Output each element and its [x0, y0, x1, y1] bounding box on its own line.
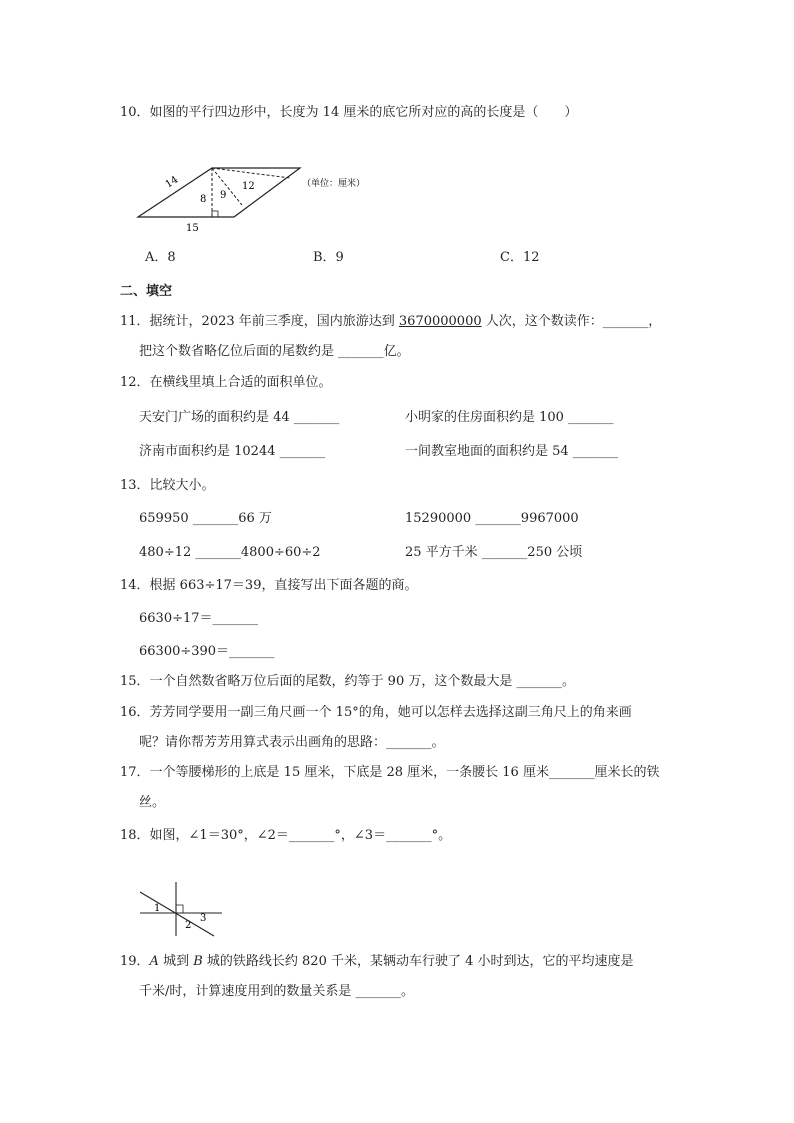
question-15-text: 15．一个自然数省略万位后面的尾数，约等于 90 万，这个数最大是 _______。 — [120, 674, 575, 689]
label-15: 15 — [186, 223, 199, 234]
section-title: 二、填空 — [120, 284, 173, 299]
angle-label-3: 3 — [200, 913, 207, 924]
label-12: 12 — [242, 181, 255, 192]
option-a: A．8 — [145, 250, 176, 265]
option-b: B．9 — [313, 250, 344, 265]
q13-item: 25 平方千米 _______250 公顷 — [405, 545, 583, 560]
q12-item: 小明家的住房面积约是 100 _______ — [405, 410, 614, 425]
question-17-line1: 17．一个等腰梯形的上底是 15 厘米，下底是 28 厘米，一条腰长 16 厘米_______厘米长的铁 — [120, 765, 660, 780]
q12-item: 天安门广场的面积约是 44 _______ — [139, 410, 340, 425]
q12-item: 一间教室地面的面积约是 54 _______ — [405, 444, 619, 459]
question-19-line1 — [120, 953, 634, 971]
question-11-line1 — [120, 313, 661, 331]
question-19-line2: 千米/时，计算速度用到的数量关系是 _______。 — [139, 984, 415, 999]
question-18-text: 18．如图，∠1＝30°，∠2＝_______°，∠3＝_______°。 — [120, 828, 452, 843]
label-14: 14 — [163, 174, 181, 191]
q13-item: 15290000 _______9967000 — [405, 511, 579, 526]
angle-label-2: 2 — [185, 920, 192, 931]
q19-part: 城的铁路线长约 820 千米，某辆动车行驶了 4 小时到达，它的平均速度是 — [202, 954, 634, 969]
parallelogram-figure — [130, 160, 390, 238]
question-14-title: 14．根据 663÷17＝39，直接写出下面各题的商。 — [120, 578, 418, 593]
q14-item: 66300÷390＝_______ — [139, 644, 275, 659]
angle-label-1: 1 — [154, 903, 161, 914]
question-13-title: 13．比较大小。 — [120, 478, 215, 493]
question-16-line2: 呢？请你帮芳芳用算式表示出画角的思路：_______。 — [139, 735, 445, 750]
q14-item: 6630÷17＝_______ — [139, 611, 259, 626]
q11-b: 人次，这个数读作：_______， — [481, 314, 662, 329]
q13-item: 480÷12 _______4800÷60÷2 — [139, 545, 321, 560]
question-10-text: 10．如图的平行四边形中，长度为 14 厘米的底它所对应的高的长度是（ ） — [120, 105, 578, 120]
option-c: C．12 — [500, 250, 540, 265]
unit-label: （单位：厘米） — [302, 179, 366, 189]
question-17-line2: 丝。 — [139, 795, 166, 810]
q19-number: 19． — [120, 954, 150, 969]
q12-item: 济南市面积约是 10244 _______ — [139, 444, 326, 459]
angles-figure — [136, 880, 226, 938]
question-11-line2: 把这个数省略亿位后面的尾数约是 _______亿。 — [139, 344, 410, 359]
q11-number: 3670000000 — [398, 314, 482, 329]
q13-item: 659950 _______66 万 — [139, 511, 272, 526]
city-b: B — [193, 954, 203, 969]
label-9: 9 — [220, 190, 227, 201]
label-8: 8 — [200, 194, 207, 205]
q19-part: 城到 — [158, 954, 194, 969]
question-12-title: 12．在横线里填上合适的面积单位。 — [120, 375, 332, 390]
question-16-line1: 16．芳芳同学要用一副三角尺画一个 15°的角，她可以怎样去选择这副三角尺上的角来画 — [120, 705, 632, 720]
q11-a: 11．据统计，2023 年前三季度，国内旅游达到 — [120, 314, 399, 329]
city-a: A — [149, 954, 159, 969]
